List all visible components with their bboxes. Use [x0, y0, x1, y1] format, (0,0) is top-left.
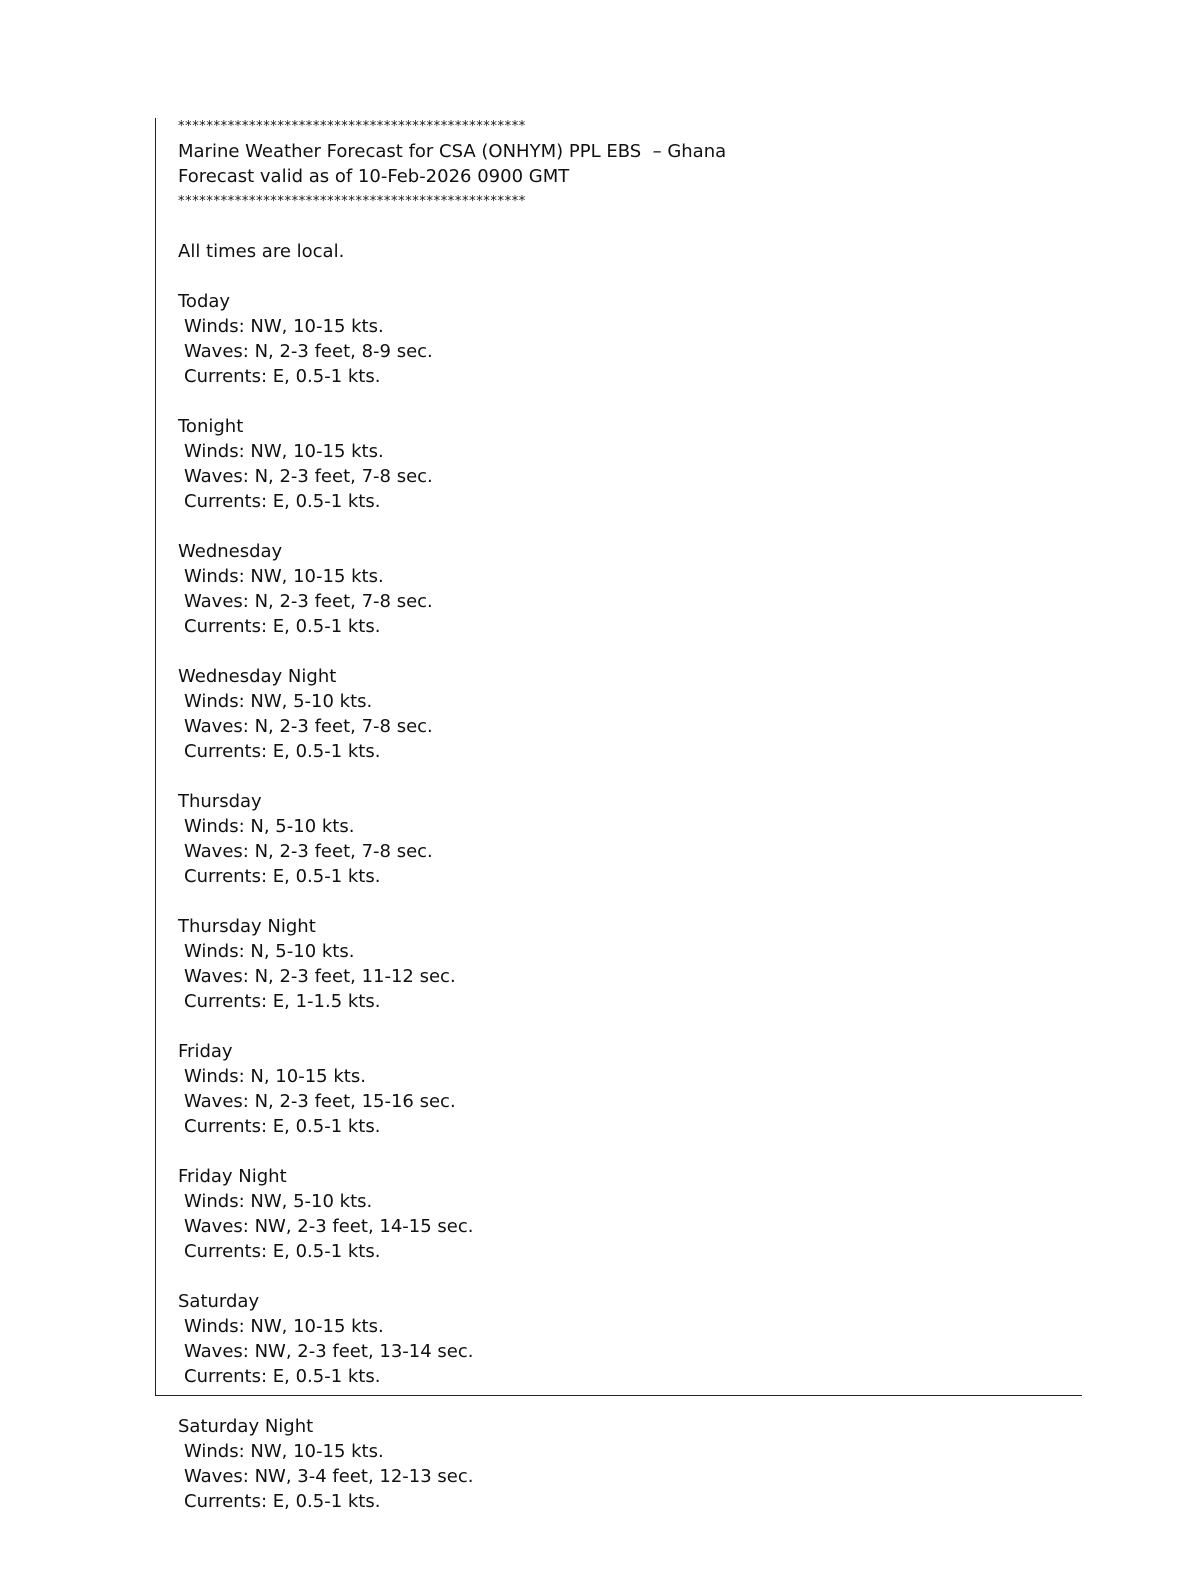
- forecast-period: [178, 914, 1058, 1014]
- spacer: [178, 1264, 1058, 1289]
- period-currents: Currents: E, 0.5-1 kts.: [184, 1241, 381, 1262]
- forecast-document: [178, 114, 1058, 1514]
- forecast-valid-time: Forecast valid as of 10-Feb-2026 0900 GMT: [178, 166, 570, 187]
- forecast-period: [178, 539, 1058, 639]
- period-name: Today: [178, 291, 231, 312]
- period-name: Saturday: [178, 1291, 260, 1312]
- period-currents: Currents: E, 0.5-1 kts.: [184, 1366, 381, 1387]
- period-name: Wednesday: [178, 541, 283, 562]
- spacer: [178, 1139, 1058, 1164]
- period-currents: Currents: E, 0.5-1 kts.: [184, 366, 381, 387]
- period-name: Saturday Night: [178, 1416, 314, 1437]
- spacer: [178, 1014, 1058, 1039]
- period-waves: Waves: N, 2-3 feet, 7-8 sec.: [184, 841, 433, 862]
- forecast-period: [178, 1289, 1058, 1389]
- period-winds: Winds: N, 5-10 kts.: [184, 941, 355, 962]
- spacer: [178, 639, 1058, 664]
- time-note: All times are local.: [178, 241, 345, 262]
- forecast-period: [178, 289, 1058, 389]
- spacer: [178, 264, 1058, 289]
- spacer: [178, 1389, 1058, 1414]
- forecast-period: [178, 1164, 1058, 1264]
- forecast-period: [178, 664, 1058, 764]
- spacer: [178, 889, 1058, 914]
- period-name: Friday Night: [178, 1166, 287, 1187]
- period-name: Thursday Night: [178, 916, 316, 937]
- period-winds: Winds: NW, 10-15 kts.: [184, 441, 384, 462]
- period-currents: Currents: E, 1-1.5 kts.: [184, 991, 381, 1012]
- period-waves: Waves: N, 2-3 feet, 7-8 sec.: [184, 466, 433, 487]
- header-stars-bottom: *************************************************: [178, 194, 526, 209]
- period-name: Thursday: [178, 791, 262, 812]
- period-waves: Waves: N, 2-3 feet, 15-16 sec.: [184, 1091, 456, 1112]
- forecast-period: [178, 789, 1058, 889]
- period-winds: Winds: NW, 5-10 kts.: [184, 691, 373, 712]
- period-winds: Winds: NW, 10-15 kts.: [184, 1441, 384, 1462]
- period-currents: Currents: E, 0.5-1 kts.: [184, 1116, 381, 1137]
- period-winds: Winds: NW, 10-15 kts.: [184, 566, 384, 587]
- period-name: Tonight: [178, 416, 244, 437]
- period-currents: Currents: E, 0.5-1 kts.: [184, 741, 381, 762]
- period-winds: Winds: N, 5-10 kts.: [184, 816, 355, 837]
- spacer: [178, 214, 1058, 239]
- period-currents: Currents: E, 0.5-1 kts.: [184, 866, 381, 887]
- period-waves: Waves: N, 2-3 feet, 7-8 sec.: [184, 591, 433, 612]
- period-waves: Waves: NW, 3-4 feet, 12-13 sec.: [184, 1466, 474, 1487]
- period-currents: Currents: E, 0.5-1 kts.: [184, 616, 381, 637]
- forecast-title: Marine Weather Forecast for CSA (ONHYM) PPL EBS – Ghana: [178, 141, 727, 162]
- period-currents: Currents: E, 0.5-1 kts.: [184, 491, 381, 512]
- spacer: [178, 514, 1058, 539]
- spacer: [178, 389, 1058, 414]
- period-currents: Currents: E, 0.5-1 kts.: [184, 1491, 381, 1512]
- period-winds: Winds: NW, 10-15 kts.: [184, 316, 384, 337]
- forecast-period: [178, 1039, 1058, 1139]
- period-waves: Waves: NW, 2-3 feet, 14-15 sec.: [184, 1216, 474, 1237]
- period-waves: Waves: NW, 2-3 feet, 13-14 sec.: [184, 1341, 474, 1362]
- period-waves: Waves: N, 2-3 feet, 11-12 sec.: [184, 966, 456, 987]
- frame-left-border: [155, 118, 156, 1396]
- period-name: Wednesday Night: [178, 666, 337, 687]
- forecast-period: [178, 1414, 1058, 1514]
- period-waves: Waves: N, 2-3 feet, 7-8 sec.: [184, 716, 433, 737]
- forecast-period: [178, 414, 1058, 514]
- period-name: Friday: [178, 1041, 233, 1062]
- period-winds: Winds: N, 10-15 kts.: [184, 1066, 366, 1087]
- spacer: [178, 764, 1058, 789]
- period-waves: Waves: N, 2-3 feet, 8-9 sec.: [184, 341, 433, 362]
- period-winds: Winds: NW, 10-15 kts.: [184, 1316, 384, 1337]
- header-stars-top: *************************************************: [178, 119, 526, 134]
- period-winds: Winds: NW, 5-10 kts.: [184, 1191, 373, 1212]
